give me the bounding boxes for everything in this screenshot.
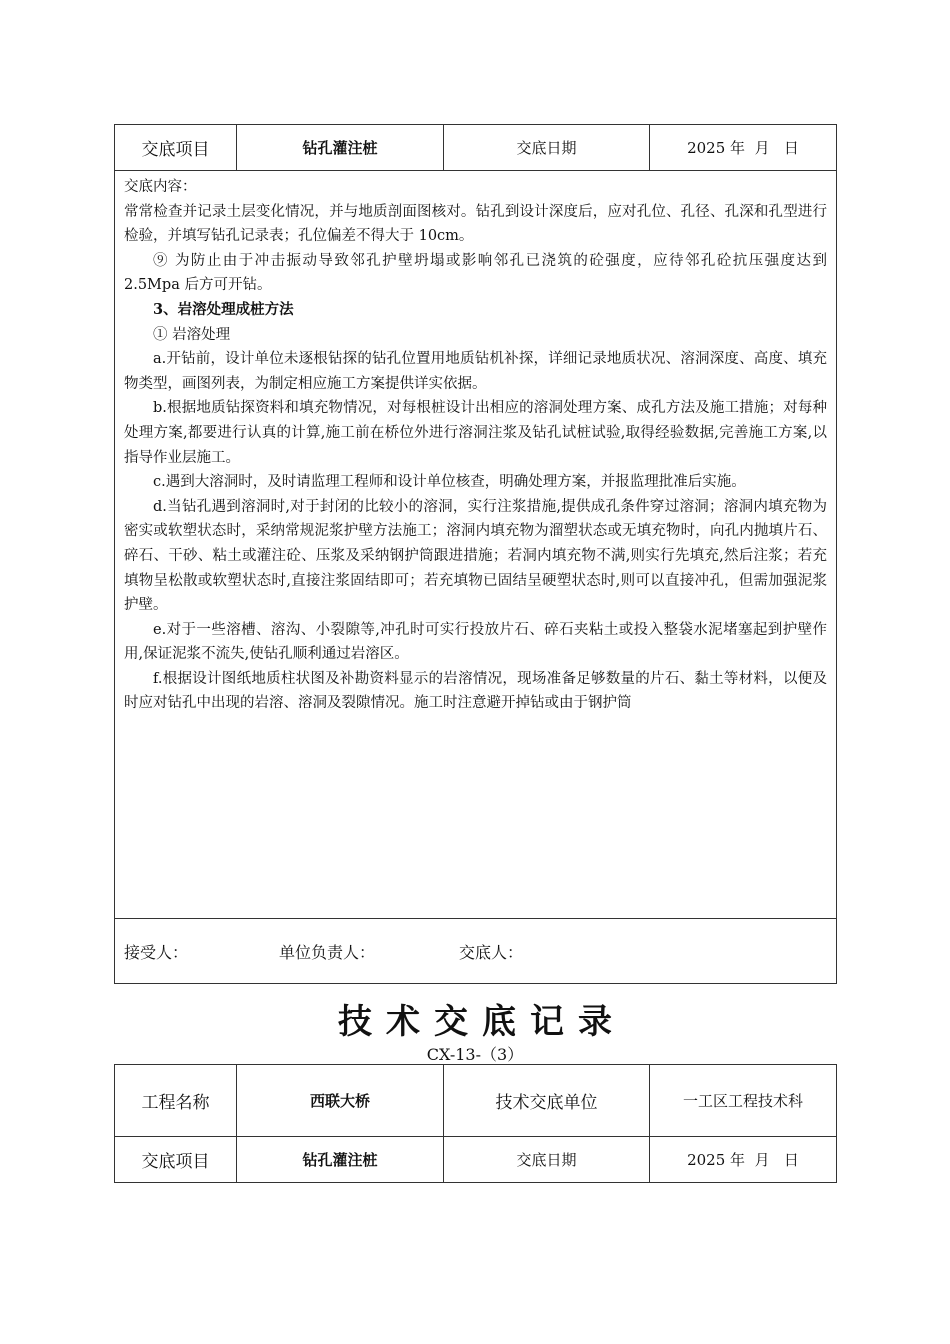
item-value: 钻孔灌注桩 — [237, 1137, 444, 1183]
content-paragraph: e.对于一些溶槽、溶沟、小裂隙等,冲孔时可实行投放片石、碎石夹粘土或投入整袋水泥堵塞起到护壁作用,保证泥浆不流失,使钻孔顺利通过岩溶区。 — [124, 621, 827, 663]
date-value: 2025 年 月 日 — [650, 125, 837, 171]
item-label: 交底项目 — [115, 1137, 237, 1183]
record-date-label: 交底日期 — [444, 1137, 650, 1183]
unit-value: 一工区工程技术科 — [650, 1065, 837, 1137]
project-name-label: 工程名称 — [115, 1065, 237, 1137]
record-date-value: 2025 年 月 日 — [650, 1137, 837, 1183]
record-code: CX-13-（3） — [426, 1045, 524, 1064]
content-body — [124, 175, 827, 716]
subsection-heading: ① 岩溶处理 — [153, 326, 231, 343]
top-record-table — [114, 124, 837, 984]
date-label: 交底日期 — [444, 125, 650, 171]
receiver-label: 接受人： — [124, 942, 189, 962]
content-label: 交底内容： — [124, 179, 197, 195]
content-paragraph: f.根据设计图纸地质柱状图及补勘资料显示的岩溶情况，现场准备足够数量的片石、黏土等材料，以便及时应对钻孔中出现的岩溶、溶洞及裂隙情况。施工时注意避开掉钻或由于钢护筒 — [124, 670, 827, 712]
content-paragraph: 常常检查并记录土层变化情况，并与地质剖面图核对。钻孔到设计深度后，应对孔位、孔径、孔深和孔型进行检验，并填写钻孔记录表；孔位偏差不得大于 10cm。 — [124, 203, 827, 245]
unit-label: 技术交底单位 — [444, 1065, 650, 1137]
content-paragraph: c.遇到大溶洞时，及时请监理工程师和设计单位核查，明确处理方案，并报监理批准后实施。 — [153, 474, 746, 491]
content-paragraph: d.当钻孔遇到溶洞时,对于封闭的比较小的溶洞，实行注浆措施,提供成孔条件穿过溶洞；溶洞内填充物为密实或软塑状态时，采纳常规泥浆护壁方法施工；溶洞内填充物为溜塑状态或无填充物时，向孔内抛填片石、碎石、干砂、粘土或灌注砼、压浆及采纳钢护筒跟进措施；若洞内填充物不满,则实行先填充,然后注浆；若充填物呈松散或软塑状态时,直接注浆固结即可；若充填物已固结呈硬塑状态时,则可以直接冲孔，但需加强泥浆护壁。 — [124, 498, 827, 614]
section-heading: 3、岩溶处理成桩方法 — [153, 300, 294, 318]
content-paragraph: b.根据地质钻探资料和填充物情况，对每根桩设计出相应的溶洞处理方案、成孔方法及施工措施；对每种处理方案,都要进行认真的计算,施工前在桥位外进行溶洞注浆及钻孔试桩试验,取得经验数据,完善施工方案,以指导作业层施工。 — [124, 400, 827, 466]
presenter-label: 交底人： — [459, 942, 524, 962]
bottom-record-table — [114, 1064, 837, 1183]
page-title: 技术交底记录 — [338, 1002, 626, 1042]
content-paragraph: a.开钻前，设计单位未逐根钻探的钻孔位置用地质钻机补探，详细记录地质状况、溶洞深度、高度、填充物类型，画图列表，为制定相应施工方案提供详实依据。 — [124, 351, 827, 392]
project-name-value: 西联大桥 — [237, 1065, 444, 1137]
project-value: 钻孔灌注桩 — [237, 125, 444, 171]
project-label: 交底项目 — [115, 125, 237, 171]
content-cell — [115, 171, 837, 919]
content-paragraph: ⑨ 为防止由于冲击振动导致邻孔护壁坍塌或影响邻孔已浇筑的砼强度，应待邻孔砼抗压强度达到 2.5Mpa 后方可开钻。 — [124, 252, 827, 294]
signature-row — [115, 919, 837, 984]
unit-head-label: 单位负责人： — [279, 942, 376, 962]
